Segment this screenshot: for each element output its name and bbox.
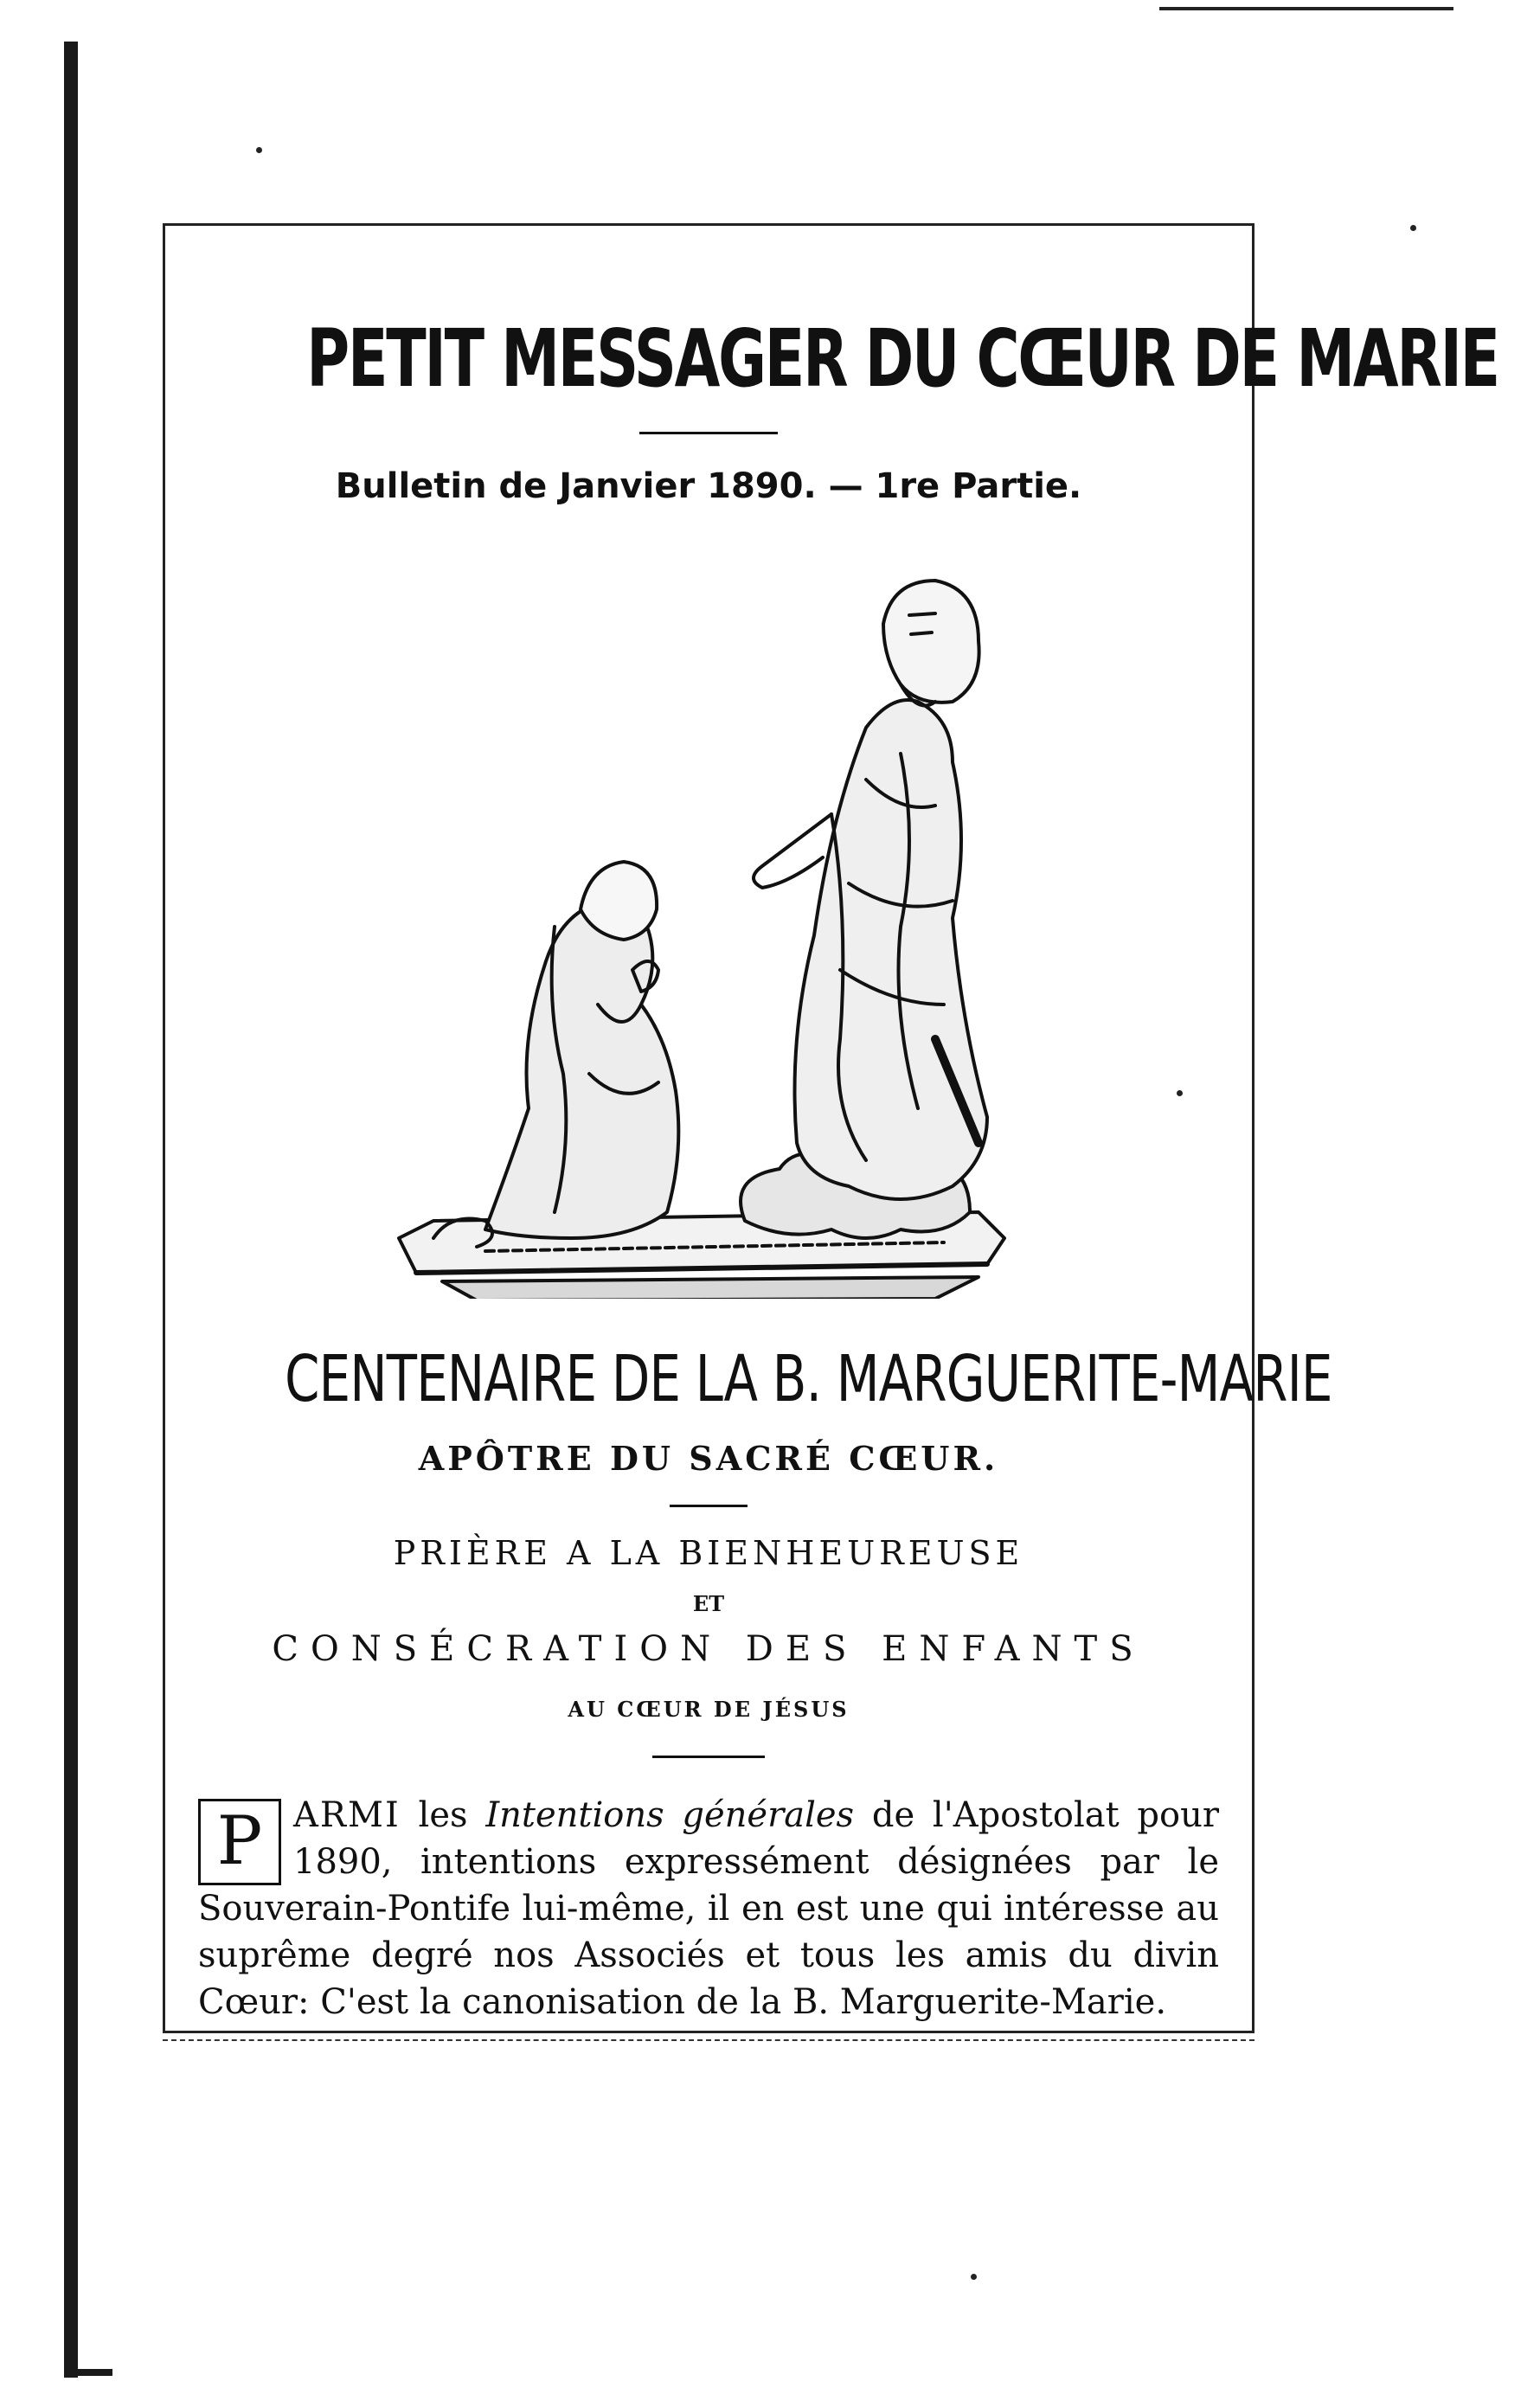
divider-rule: [652, 1756, 765, 1758]
statue-engraving-icon: [382, 555, 1039, 1299]
centenaire-heading: CENTENAIRE DE LA B. MARGUERITE-MARIE: [285, 1342, 1332, 1416]
paragraph-text: de l'Apostolat pour 1890, intentions expressément désignées par le Souverain-Pontife lui-même, il en est une qui intéresse au suprême degré nos Associés et tous les amis du divin Cœur: C'est la canonisation de la B. Marguerite-Marie.: [198, 1795, 1220, 2022]
top-rule: [1159, 7, 1453, 10]
au-coeur-heading: AU CŒUR DE JÉSUS: [568, 1697, 850, 1722]
drop-cap: P: [198, 1799, 281, 1885]
et-connector: ET: [692, 1591, 725, 1616]
consecration-heading: CONSÉCRATION DES ENFANTS: [272, 1629, 1145, 1669]
divider-rule: [639, 432, 778, 434]
masthead-title: PETIT MESSAGER DU CŒUR DE MARIE: [306, 312, 1498, 405]
paragraph-text: les: [400, 1795, 486, 1835]
page-frame: [163, 223, 1498, 2033]
article-paragraph: [198, 1792, 1219, 2025]
scan-edge-foot: [64, 2369, 112, 2376]
apotre-subheading: APÔTRE DU SACRÉ CŒUR.: [418, 1439, 999, 1478]
bulletin-subtitle: Bulletin de Janvier 1890. — 1re Partie.: [335, 466, 1082, 506]
priere-heading: PRIÈRE A LA BIENHEUREUSE: [393, 1534, 1024, 1572]
first-word: ARMI: [293, 1795, 401, 1835]
scan-edge: [64, 42, 78, 2378]
speck: [1410, 225, 1416, 231]
speck: [971, 2274, 977, 2280]
speck: [256, 147, 262, 153]
divider-rule: [670, 1505, 748, 1507]
frame-underline: [163, 2039, 1254, 2043]
italic-phrase: Intentions générales: [485, 1795, 855, 1835]
